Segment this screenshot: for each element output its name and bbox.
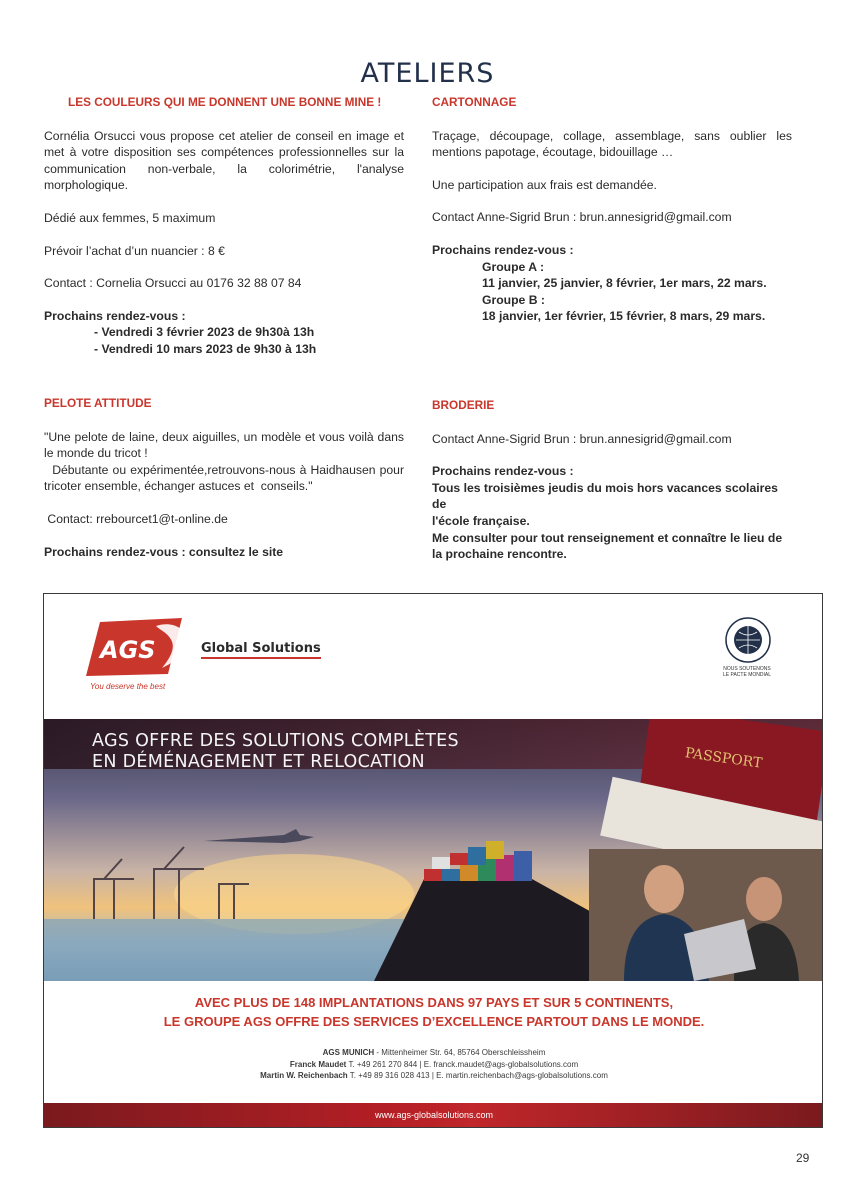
compact-line: LE PACTE MONDIAL <box>723 672 771 678</box>
rdv-line: Tous les troisièmes jeudis du mois hors vacances scolaires de <box>432 480 778 512</box>
rdv-label: Prochains rendez-vous : <box>432 464 574 479</box>
office-name: AGS MUNICH <box>322 1048 375 1057</box>
slogan-line: AVEC PLUS DE 148 IMPLANTATIONS DANS 97 PAYS ET SUR 5 CONTINENTS, <box>194 995 674 1010</box>
contact-name: Franck Maudet <box>289 1059 347 1069</box>
global-compact-icon <box>724 616 772 664</box>
section-paragraph: Cornélia Orsucci vous propose cet atelier de conseil en image et met à votre disposition ses compétences professionnelles sur la communication non-verbale, la colorimétrie, l'analyse morphologique. <box>44 128 404 193</box>
office-address: - Mittenheimer Str. 64, 85764 Oberschleissheim <box>374 1048 546 1057</box>
section-pelote <box>44 395 408 560</box>
contact-details: T. +49 89 316 028 413 | E. martin.reichenbach@ags-globalsolutions.com <box>347 1071 608 1080</box>
contact-line: Contact : Cornelia Orsucci au 0176 32 88 07 84 <box>44 276 302 291</box>
ad-website-link[interactable]: www.ags-globalsolutions.com <box>374 1110 494 1120</box>
section-paragraph: Dédié aux femmes, 5 maximum <box>44 210 216 225</box>
ad-headline <box>92 731 512 773</box>
global-compact-text <box>707 666 787 678</box>
ad-footer <box>44 1103 823 1128</box>
section-paragraph: Débutante ou expérimentée,retrouvons-nous à Haidhausen pour tricoter ensemble, échanger astuces et conseils." <box>44 462 408 494</box>
rdv-label: Prochains rendez-vous : consultez le site <box>44 544 284 559</box>
section-broderie <box>432 397 792 563</box>
ags-advertisement <box>43 593 823 1128</box>
rdv-date: - Vendredi 3 février 2023 de 9h30à 13h <box>94 325 315 340</box>
ad-slogan <box>44 993 823 1031</box>
section-paragraph: "Une pelote de laine, deux aiguilles, un modèle et vous voilà dans le monde du tricot ! <box>44 429 404 461</box>
contact-name: Martin W. Reichenbach <box>260 1071 348 1080</box>
headline-line: AGS OFFRE DES SOLUTIONS COMPLÈTES <box>92 731 459 751</box>
group-dates: 18 janvier, 1er février, 15 février, 8 mars, 29 mars. <box>482 309 766 324</box>
section-paragraph: Prévoir l’achat d’un nuancier : 8 € <box>44 243 225 258</box>
rdv-line: la prochaine rencontre. <box>432 547 567 562</box>
ad-contact <box>44 1047 823 1082</box>
section-couleurs <box>44 94 404 358</box>
rdv-label: Prochains rendez-vous : <box>432 242 574 257</box>
ad-info-band <box>44 981 823 1103</box>
group-label: Groupe B : <box>482 292 545 307</box>
contact-details: T. +49 261 270 844 | E. franck.maudet@ags-globalsolutions.com <box>346 1059 579 1069</box>
contact-line: Contact: rrebourcet1@t-online.de <box>44 511 228 526</box>
rdv-line: Me consulter pour tout renseignement et connaître le lieu de <box>432 530 783 545</box>
rdv-label: Prochains rendez-vous : <box>44 308 186 323</box>
section-title: PELOTE ATTITUDE <box>44 396 152 410</box>
contact-line: Contact Anne-Sigrid Brun : brun.annesigrid@gmail.com <box>432 210 732 225</box>
section-cartonnage <box>432 94 792 325</box>
ags-tagline: You deserve the best <box>90 682 166 691</box>
ad-photo-banner <box>44 719 823 981</box>
section-paragraph: Une participation aux frais est demandée. <box>432 177 657 192</box>
section-title: CARTONNAGE <box>432 95 517 109</box>
section-title: LES COULEURS QUI ME DONNENT UNE BONNE MINE ! <box>68 95 382 109</box>
rdv-date: - Vendredi 10 mars 2023 de 9h30 à 13h <box>94 341 317 356</box>
ags-logo <box>86 616 194 678</box>
headline-line: EN DÉMÉNAGEMENT ET RELOCATION <box>92 752 425 772</box>
page-title: ATELIERS <box>360 58 495 89</box>
slogan-line: LE GROUPE AGS OFFRE DES SERVICES D’EXCELLENCE PARTOUT DANS LE MONDE. <box>163 1014 705 1029</box>
page-number: 29 <box>796 1151 810 1165</box>
group-dates: 11 janvier, 25 janvier, 8 février, 1er mars, 22 mars. <box>482 276 767 291</box>
passport-text: PASSPORT <box>683 745 764 772</box>
rdv-line: l'école française. <box>432 513 530 528</box>
ags-logo-text: AGS <box>100 636 156 664</box>
compact-line: NOUS SOUTENONS <box>723 666 771 672</box>
contact-line: Contact Anne-Sigrid Brun : brun.annesigrid@gmail.com <box>432 431 732 446</box>
group-label: Groupe A : <box>482 259 545 274</box>
section-title: BRODERIE <box>432 398 495 412</box>
ags-company-name: Global Solutions <box>201 641 321 659</box>
section-paragraph: Traçage, découpage, collage, assemblage, sans oublier les mentions papotage, écoutage, bidouillage … <box>432 128 792 160</box>
